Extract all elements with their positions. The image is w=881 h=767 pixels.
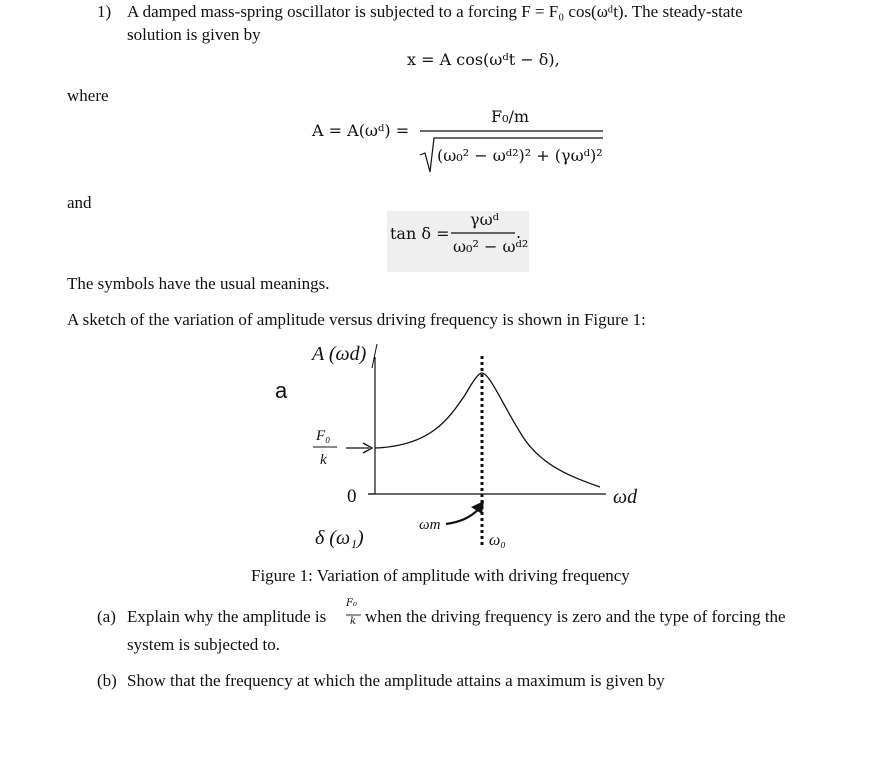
amplitude-curve bbox=[375, 373, 600, 487]
y-axis-label: A (ωd) bbox=[312, 343, 367, 365]
and-label: and bbox=[67, 193, 92, 212]
f0k-numerator: F₀ bbox=[316, 428, 331, 444]
amplitude-denominator: (ω₀² − ωᵈ²)² + (γωᵈ)² bbox=[437, 146, 603, 165]
sketch-intro: A sketch of the variation of amplitude versus driving frequency is shown in Figure 1: bbox=[67, 310, 646, 329]
radical-sign bbox=[420, 138, 603, 172]
amplitude-lhs: A = A(ωᵈ) = bbox=[312, 121, 410, 140]
symbols-text: The symbols have the usual meanings. bbox=[67, 274, 330, 293]
part-a-text-3: system is subjected to. bbox=[127, 635, 280, 654]
tan-lhs: tan δ = bbox=[390, 224, 450, 243]
part-a-label: (a) bbox=[97, 607, 116, 626]
question-number: 1) bbox=[97, 2, 112, 21]
part-b-text: Show that the frequency at which the amplitude attains a maximum is given by bbox=[127, 671, 665, 690]
figure-caption: Figure 1: Variation of amplitude with driving frequency bbox=[251, 566, 630, 585]
part-a-fraction-denominator: k bbox=[350, 616, 357, 627]
question-line-1: A damped mass-spring oscillator is subjected to a forcing F = F₀ cos(ωᵈt). The steady-state bbox=[127, 2, 743, 21]
tan-denominator: ω₀² − ωᵈ² bbox=[453, 237, 529, 256]
amplitude-numerator: F₀/m bbox=[491, 107, 530, 126]
omega-m-label: ωm bbox=[419, 517, 441, 533]
part-b-label: (b) bbox=[97, 671, 117, 690]
part-a-text-1: Explain why the amplitude is bbox=[127, 607, 327, 626]
x-axis-label: ωd bbox=[613, 486, 638, 508]
where-label: where bbox=[67, 86, 109, 105]
question-line-2: solution is given by bbox=[127, 25, 261, 44]
origin-zero: 0 bbox=[347, 486, 357, 507]
omega-m-arrowhead bbox=[471, 501, 484, 514]
omega-0-label: ω₀ bbox=[489, 532, 506, 549]
tan-period: . bbox=[516, 223, 522, 242]
f0k-denominator: k bbox=[320, 452, 327, 468]
tan-numerator: γωᵈ bbox=[470, 210, 500, 229]
omega-m-arrow bbox=[446, 508, 480, 524]
panel-label: a bbox=[275, 378, 288, 403]
solution-equation: x = A cos(ωᵈt − δ), bbox=[407, 50, 560, 69]
part-a-text-2: when the driving frequency is zero and the type of forcing the bbox=[365, 607, 786, 626]
delta-label: δ (ω₁) bbox=[315, 527, 364, 549]
part-a-fraction-numerator: F₀ bbox=[346, 598, 357, 609]
